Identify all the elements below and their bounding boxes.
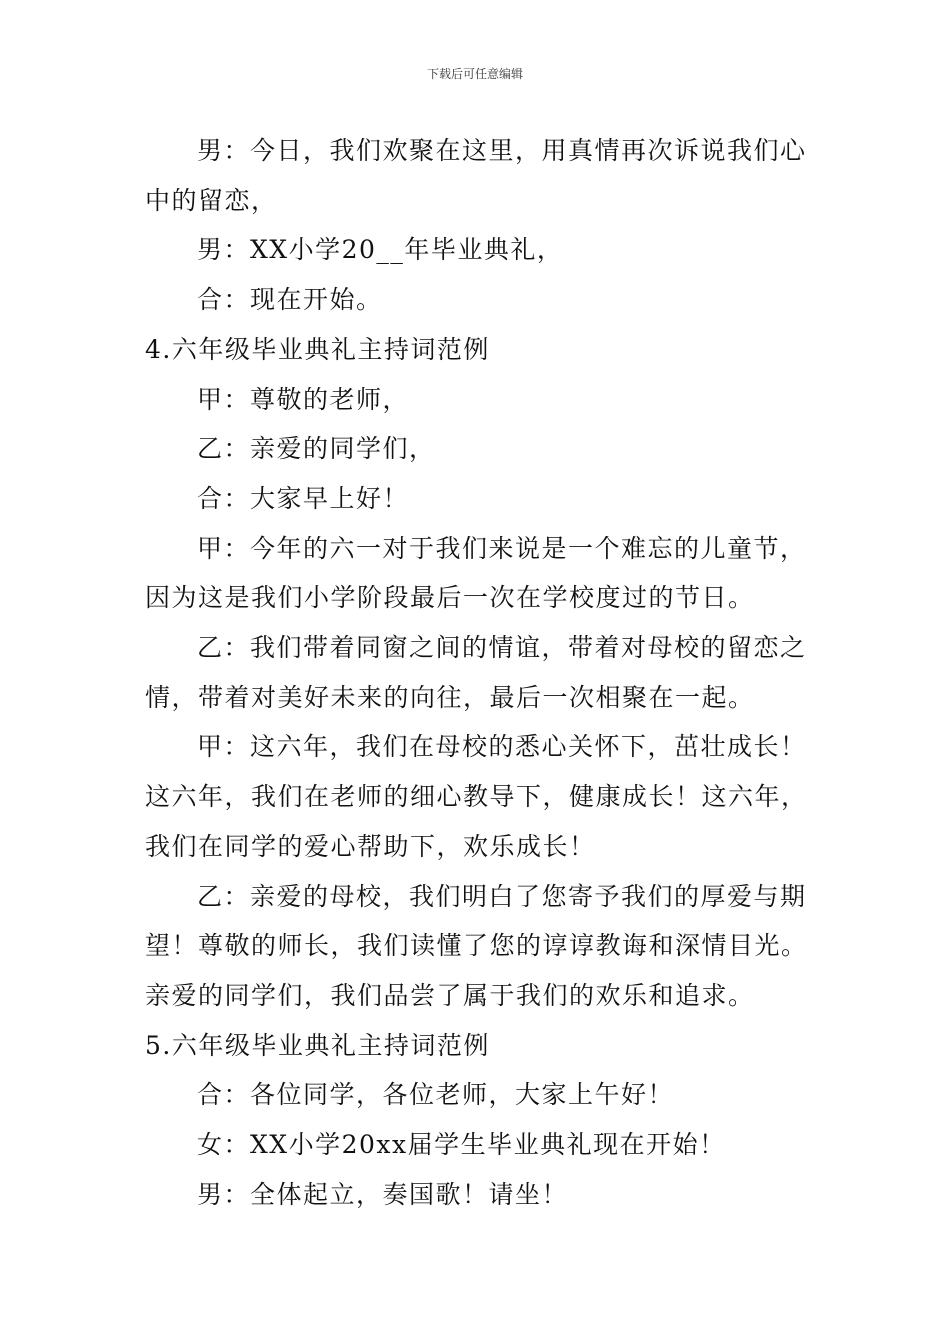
paragraph-yi-friendship: 乙：我们带着同窗之间的情谊，带着对母校的留恋之情，带着对美好未来的向往，最后一次相聚在一起。 [145,633,807,712]
paragraph-male-ceremony: 男：XX小学20__年毕业典礼， [197,235,564,265]
paragraph-jia-teachers: 甲：尊敬的老师， [197,384,410,414]
paragraph-male-anthem: 男：全体起立，奏国歌！请坐！ [197,1179,569,1209]
paragraph-male-gathering: 男：今日，我们欢聚在这里，用真情再次诉说我们心中的留恋， [145,136,807,215]
section-heading-5: 5.六年级毕业典礼主持词范例 [145,1030,490,1060]
paragraph-together-start: 合：现在开始。 [197,285,383,315]
paragraph-jia-six-years: 甲：这六年，我们在母校的悉心关怀下，茁壮成长！这六年，我们在老师的细心教导下，健康成长！这六年，我们在同学的爱心帮助下，欢乐成长！ [145,732,808,861]
paragraph-yi-classmates: 乙：亲爱的同学们， [197,434,436,464]
section-heading-4: 4.六年级毕业典礼主持词范例 [145,334,490,364]
paragraph-together-morning: 合：大家早上好！ [197,483,410,513]
document-body [145,126,810,1219]
paragraph-jia-childrens-day: 甲：今年的六一对于我们来说是一个难忘的儿童节，因为这是我们小学阶段最后一次在学校度过的节日。 [145,533,807,613]
page-header-note: 下载后可任意编辑 [426,67,523,81]
paragraph-female-ceremony-start: 女：XX小学20xx届学生毕业典礼现在开始！ [197,1130,726,1160]
paragraph-yi-alma-mater: 乙：亲爱的母校，我们明白了您寄予我们的厚爱与期望！尊敬的师长，我们读懂了您的谆谆教诲和深情目光。亲爱的同学们，我们品尝了属于我们的欢乐和追求。 [145,881,808,1010]
paragraph-together-greeting: 合：各位同学，各位老师，大家上午好！ [197,1080,675,1110]
